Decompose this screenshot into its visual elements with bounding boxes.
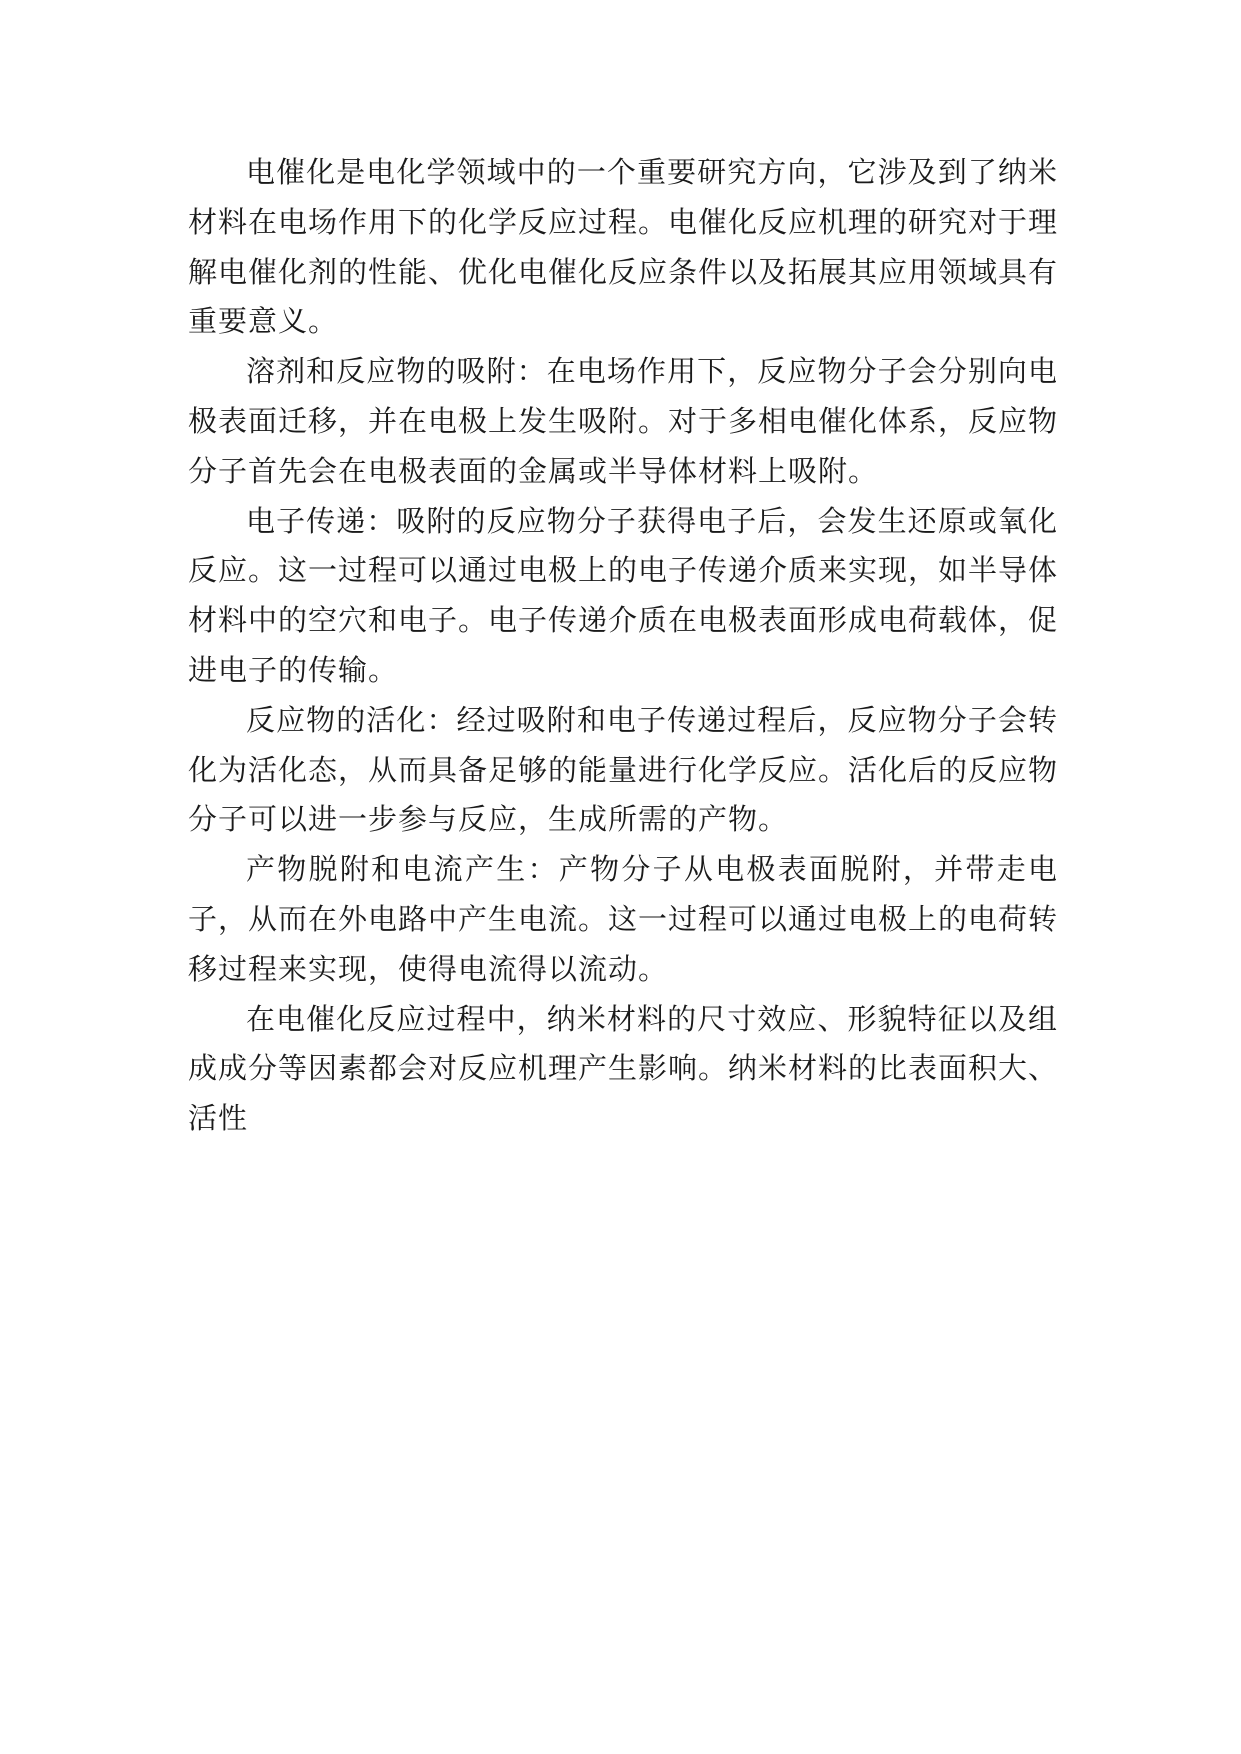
paragraph-desorption-current: 产物脱附和电流产生：产物分子从电极表面脱附，并带走电子，从而在外电路中产生电流。这一过程可以通过电极上的电荷转移过程来实现，使得电流得以流动。 [188,852,1059,986]
document-body [188,148,1058,1144]
paragraph-nanomaterial-effects: 在电催化反应过程中，纳米材料的尺寸效应、形貌特征以及组成成分等因素都会对反应机理产生影响。纳米材料的比表面积大、活性 [188,1001,1059,1136]
paragraph-electron-transfer: 电子传递：吸附的反应物分子获得电子后，会发生还原或氧化反应。这一过程可以通过电极上的电子传递介质来实现，如半导体材料中的空穴和电子。电子传递介质在电极表面形成电荷载体，促进电子的传输。 [188,503,1059,687]
paragraph-adsorption: 溶剂和反应物的吸附：在电场作用下，反应物分子会分别向电极表面迁移，并在电极上发生吸附。对于多相电催化体系，反应物分子首先会在电极表面的金属或半导体材料上吸附。 [188,354,1059,488]
paragraph-activation: 反应物的活化：经过吸附和电子传递过程后，反应物分子会转化为活化态，从而具备足够的能量进行化学反应。活化后的反应物分子可以进一步参与反应，生成所需的产物。 [188,702,1059,837]
paragraph-intro: 电催化是电化学领域中的一个重要研究方向，它涉及到了纳米材料在电场作用下的化学反应过程。电催化反应机理的研究对于理解电催化剂的性能、优化电催化反应条件以及拓展其应用领域具有重要意义。 [188,155,1059,339]
